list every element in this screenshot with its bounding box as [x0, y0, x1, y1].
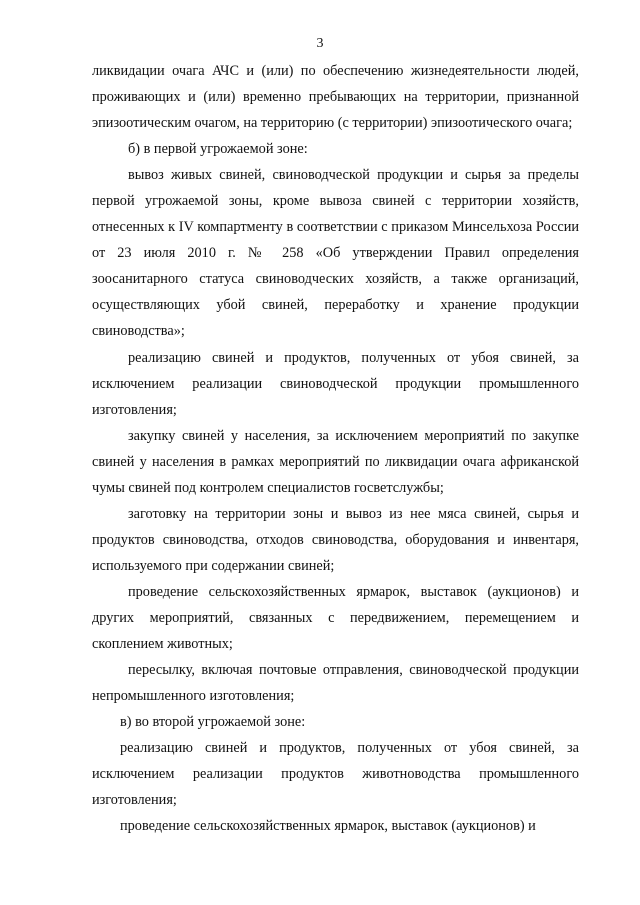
paragraph-continuation: ликвидации очага АЧС и (или) по обеспечению жизнедеятельности людей, проживающих и (или) временно пребывающих на территории, признанной эпизоотическим очагом, на территорию (с территории) эпизоотического очага; [92, 63, 579, 132]
paragraph-purchase-pigs: закупку свиней у населения, за исключением мероприятий по закупке свиней у населения в рамках мероприятий по ликвидации очага африканской чумы свиней под контролем специалистов госветслужбы; [92, 427, 579, 496]
paragraph-fairs-second-zone: проведение сельскохозяйственных ярмарок, выставок (аукционов) и [120, 818, 536, 835]
paragraph-fairs: проведение сельскохозяйственных ярмарок, выставок (аукционов) и других мероприятий, связанных с передвижением, перемещением и скоплением животных; [92, 583, 579, 653]
paragraph-first-zone-heading: б) в первой угрожаемой зоне: [128, 141, 308, 158]
document-body [92, 58, 579, 839]
paragraph-sale-pigs-second-zone: реализацию свиней и продуктов, полученных от убоя свиней, за исключением реализации продуктов животноводства промышленного изготовления; [92, 740, 579, 809]
paragraph-procurement: заготовку на территории зоны и вывоз из нее мяса свиней, сырья и продуктов свиноводства, отходов свиноводства, оборудования и инвентаря, используемого при содержании свиней; [92, 505, 579, 574]
paragraph-sale-pigs: реализацию свиней и продуктов, полученных от убоя свиней, за исключением реализации свиноводческой продукции промышленного изготовления; [92, 349, 579, 418]
paragraph-postal: пересылку, включая почтовые отправления, свиноводческой продукции непромышленного изготовления; [92, 662, 579, 705]
paragraph-export-pigs: вывоз живых свиней, свиноводческой продукции и сырья за пределы первой угрожаемой зоны, кроме вывоза свиней с территории хозяйств, отнесенных к IV компартменту в соответствии с приказом Минсельхоза России от 23 июля 2010 г. № 258 «Об утверждении Правил определения зоосанитарного статуса свиноводческих хозяйств, а также организаций, осуществляющих убой свиней, переработку и хранение продукции свиноводства»; [92, 167, 579, 340]
page-number: 3 [316, 36, 324, 51]
paragraph-second-zone-heading: в) во второй угрожаемой зоне: [120, 714, 306, 731]
